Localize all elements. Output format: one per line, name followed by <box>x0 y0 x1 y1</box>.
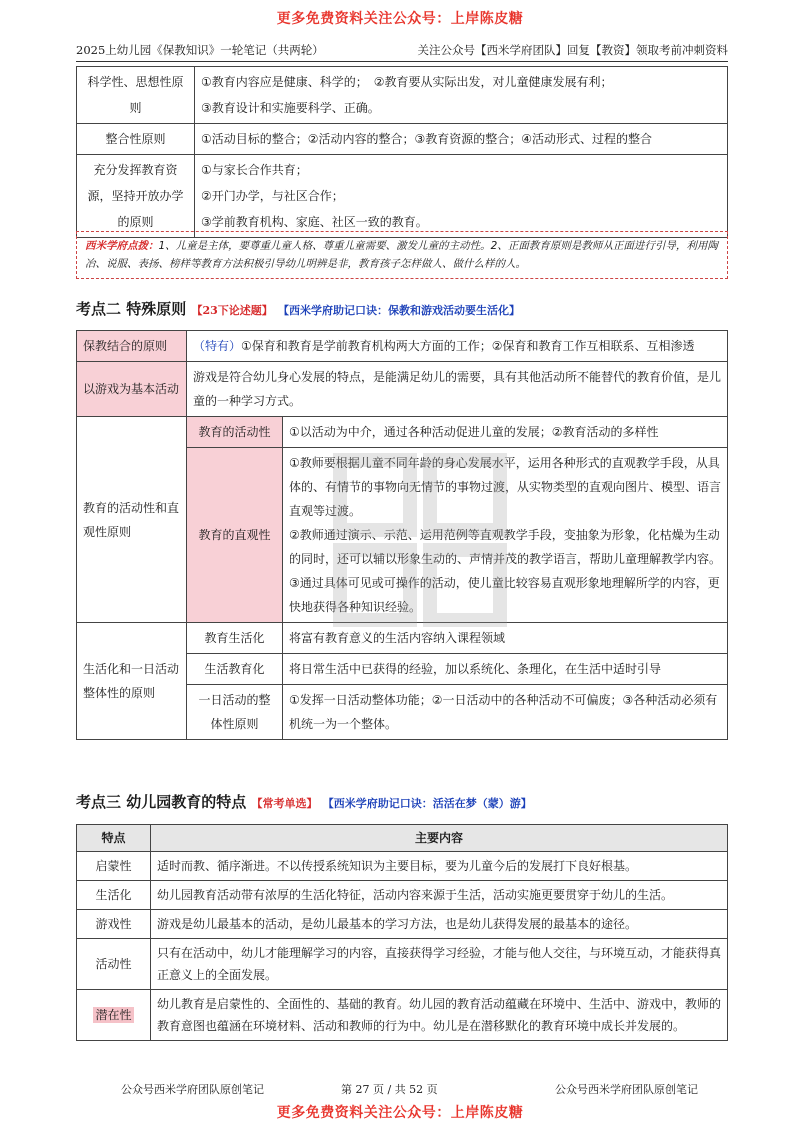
principle-name: 科学性、思想性原则 <box>77 67 195 124</box>
sub-principle: 一日活动的整体性原则 <box>187 685 283 740</box>
feature-content: 幼儿教育是启蒙性的、全面性的、基础的教育。幼儿园的教育活动蕴藏在环境中、生活中、游戏中，教师的教育意图也蕴涵在环境材料、活动和教师的行为中。幼儿是在潜移默化的教育环境中成长并发展的。 <box>151 990 728 1041</box>
table-row <box>77 331 728 362</box>
table-row <box>77 910 728 939</box>
principle-content <box>187 331 728 362</box>
sub-content <box>283 448 728 623</box>
table-row <box>77 124 728 155</box>
sub-content: ①以活动为中介，通过各种活动促进儿童的发展；②教育活动的多样性 <box>283 417 728 448</box>
table-row <box>77 417 728 448</box>
header-left: 2025上幼儿园《保教知识》一轮笔记（共两轮） <box>76 43 324 57</box>
sub-principle: 教育生活化 <box>187 623 283 654</box>
header-right: 关注公众号【西米学府团队】回复【教资】领取考前冲刺资料 <box>417 43 728 57</box>
table-header-row <box>77 825 728 852</box>
content-line: ③学前教育机构、家庭、社区一致的教育。 <box>201 215 428 229</box>
feature-content: 游戏是幼儿最基本的活动，是幼儿最基本的学习方法，也是幼儿获得发展的最基本的途径。 <box>151 910 728 939</box>
feature-content: 只有在活动中，幼儿才能理解学习的内容，直接获得学习经验，才能与他人交往，与环境互动，才能获得真正意义上的全面发展。 <box>151 939 728 990</box>
column-header: 特点 <box>77 825 151 852</box>
sub-content: 将日常生活中已获得的经验，加以系统化、条理化，在生活中适时引导 <box>283 654 728 685</box>
section-title-2 <box>76 298 520 319</box>
table-row <box>77 67 728 124</box>
table-row <box>77 939 728 990</box>
principle-content <box>195 124 728 155</box>
principle-content <box>195 155 728 238</box>
content-line: ③通过具体可见或可操作的活动，使儿童比较容易直观形象地理解所学的内容，更快地获得各种知识经验。 <box>289 576 720 614</box>
content-line: ①活动目标的整合；②活动内容的整合；③教育资源的整合；④活动形式、过程的整合 <box>201 132 653 146</box>
feature-name <box>77 990 151 1041</box>
promo-banner-top: 更多免费资料关注公众号：上岸陈皮糖 <box>276 11 524 27</box>
principle-name: 整合性原则 <box>77 124 195 155</box>
principle-content: 游戏是符合幼儿身心发展的特点，是能满足幼儿的需要，具有其他活动所不能替代的教育价值，是儿童的一种学习方式。 <box>187 362 728 417</box>
mnemonic-tag: 【西米学府助记口诀：活活在梦（蒙）游】 <box>322 797 532 810</box>
principle-group: 教育的活动性和直观性原则 <box>77 417 187 623</box>
promo-banner-bottom: 更多免费资料关注公众号：上岸陈皮糖 <box>276 1105 524 1121</box>
section-title-3 <box>76 791 532 812</box>
tip-text: 1、儿童是主体，要尊重儿童人格、尊重儿童需要、激发儿童的主动性。2、正面教育原则是教师从正面进行引导，利用陶冶、说服、表扬、榜样等教育方法积极引导幼儿明辨是非，教育孩子怎样做人、做什么样的人。 <box>85 240 718 270</box>
tip-label: 西米学府点拨： <box>85 240 159 252</box>
content-line: ③教育设计和实施要科学、正确。 <box>201 101 380 115</box>
table-row <box>77 881 728 910</box>
content-line: ②教师通过演示、示范、运用范例等直观教学手段，变抽象为形象，化枯燥为生动的同时，还可以辅以形象生动的、声情并茂的教学语言，帮助儿童理解教学内容。 <box>289 528 722 566</box>
special-mark: （特有） <box>193 339 242 353</box>
footer-right: 公众号西米学府团队原创笔记 <box>555 1083 698 1096</box>
content-text: ①保育和教育是学前教育机构两大方面的工作；②保育和教育工作互相联系、互相渗透 <box>241 339 695 353</box>
section-heading: 考点三 幼儿园教育的特点 <box>76 793 247 811</box>
table-row <box>77 362 728 417</box>
principle-group: 生活化和一日活动整体性的原则 <box>77 623 187 740</box>
page-number: 第 27 页 / 共 52 页 <box>341 1083 438 1096</box>
table-row <box>77 623 728 654</box>
sub-principle: 生活教育化 <box>187 654 283 685</box>
section-heading: 考点二 特殊原则 <box>76 300 187 318</box>
feature-content: 幼儿园教育活动带有浓厚的生活化特征，活动内容来源于生活，活动实施更要贯穿于幼儿的生活。 <box>151 881 728 910</box>
feature-name: 生活化 <box>77 881 151 910</box>
feature-name: 启蒙性 <box>77 852 151 881</box>
special-principles-table <box>76 330 728 740</box>
table-row <box>77 155 728 238</box>
feature-name: 游戏性 <box>77 910 151 939</box>
exam-tag: 【常考单选】 <box>251 797 318 810</box>
tip-box <box>76 231 728 279</box>
column-header: 主要内容 <box>151 825 728 852</box>
principle-content <box>195 67 728 124</box>
principle-name: 充分发挥教育资源，坚持开放办学的原则 <box>77 155 195 238</box>
principles-table <box>76 66 728 238</box>
running-header <box>76 40 728 62</box>
sub-content: 将富有教育意义的生活内容纳入课程领域 <box>283 623 728 654</box>
content-line: ①教师要根据儿童不同年龄的身心发展水平，运用各种形式的直观教学手段，从具体的、有情节的事物向无情节的事物过渡，从实物类型的直观向图片、模型、语言直观等过渡。 <box>289 456 722 518</box>
principle-name: 保教结合的原则 <box>77 331 187 362</box>
principle-name: 以游戏为基本活动 <box>77 362 187 417</box>
content-line: ①教育内容应是健康、科学的； ②教育要从实际出发，对儿童健康发展有利； <box>201 75 613 89</box>
footer-left: 公众号西米学府团队原创笔记 <box>121 1083 264 1096</box>
sub-principle: 教育的活动性 <box>187 417 283 448</box>
features-table <box>76 824 728 1041</box>
feature-content: 适时而教、循序渐进。不以传授系统知识为主要目标，要为儿童今后的发展打下良好根基。 <box>151 852 728 881</box>
table-row <box>77 852 728 881</box>
mnemonic-tag: 【西米学府助记口诀：保教和游戏活动要生活化】 <box>278 304 521 317</box>
content-line: ①与家长合作共育； <box>201 163 308 177</box>
table-row <box>77 990 728 1041</box>
highlighted-key: 潜在性 <box>95 1008 132 1022</box>
sub-principle: 教育的直观性 <box>187 448 283 623</box>
content-line: ②开门办学，与社区合作； <box>201 189 344 203</box>
feature-name: 活动性 <box>77 939 151 990</box>
exam-tag: 【23下论述题】 <box>191 304 273 317</box>
sub-content: ①发挥一日活动整体功能；②一日活动中的各种活动不可偏废；③各种活动必须有机统一为一个整体。 <box>283 685 728 740</box>
